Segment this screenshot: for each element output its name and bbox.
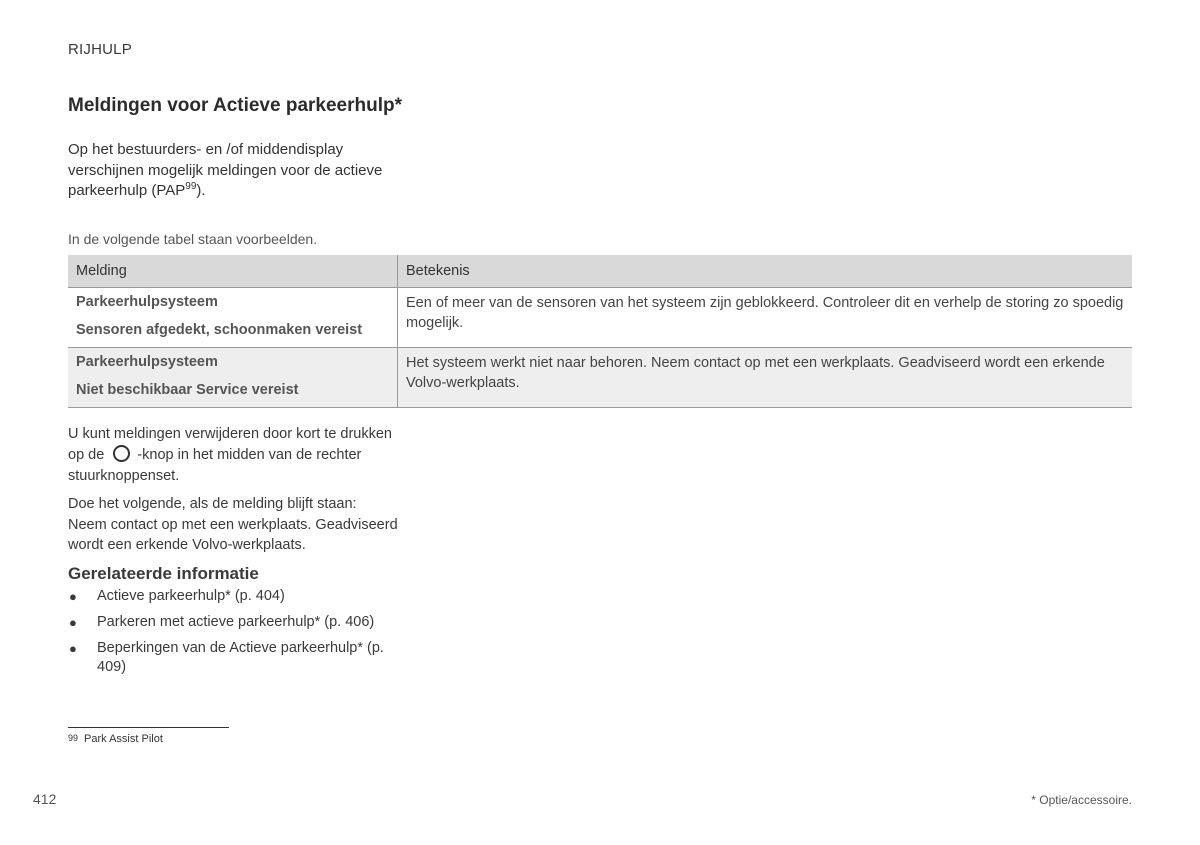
footnote-divider: [68, 727, 229, 728]
related-info-heading: Gerelateerde informatie: [68, 564, 259, 583]
message-detail: Sensoren afgedekt, schoonmaken vereist: [76, 322, 363, 338]
header-melding: Melding: [68, 255, 398, 288]
related-link[interactable]: [68, 613, 398, 632]
message-title: Parkeerhulpsysteem: [76, 354, 218, 370]
meaning-text: Een of meer van de sensoren van het systeem zijn geblokkeerd. Controleer dit en verhelp de storing zo spoedig mogelijk.: [406, 295, 1124, 331]
page-number: 412: [33, 791, 57, 807]
bullet-icon: ●: [69, 615, 77, 630]
table-caption: In de volgende tabel staan voorbeelden.: [68, 231, 318, 247]
messages-table: [68, 255, 1132, 408]
message-title: Parkeerhulpsysteem: [76, 294, 218, 310]
meaning-cell: [398, 288, 1133, 348]
related-link-text[interactable]: Parkeren met actieve parkeerhulp* (p. 406): [97, 614, 375, 630]
table-header-row: [68, 255, 1132, 288]
meaning-text: Het systeem werkt niet naar behoren. Neem contact op met een werkplaats. Geadviseerd wordt een erkende Volvo-werkplaats.: [406, 355, 1105, 391]
bullet-icon: ●: [69, 641, 77, 656]
intro-paragraph: [68, 140, 403, 202]
meaning-cell: [398, 348, 1133, 408]
dismiss-text-start: U kunt meldingen verwijderen door kort te drukken op de: [68, 426, 392, 463]
footnote-text: Park Assist Pilot: [84, 733, 163, 745]
related-info-list: [68, 587, 398, 684]
dismiss-instructions: [68, 424, 398, 487]
table-row: [68, 288, 1132, 348]
message-cell: [68, 348, 398, 408]
message-cell: [68, 288, 398, 348]
persist-instructions: Doe het volgende, als de melding blijft staan: Neem contact op met een werkplaats. Geadviseerd wordt een erkende Volvo-werkplaats.: [68, 496, 398, 553]
intro-text-end: ).: [196, 182, 206, 199]
footnote-reference[interactable]: 99: [185, 181, 197, 192]
related-link-text[interactable]: Actieve parkeerhulp* (p. 404): [97, 588, 285, 604]
message-detail: Niet beschikbaar Service vereist: [76, 382, 299, 398]
header-betekenis: Betekenis: [398, 255, 1133, 288]
related-link[interactable]: [68, 587, 398, 606]
dismiss-text-end: -knop in het midden van de rechter stuurknoppenset.: [68, 447, 362, 484]
footnote: [68, 733, 163, 745]
page-title: Meldingen voor Actieve parkeerhulp*: [68, 95, 402, 116]
intro-text: Op het bestuurders- en /of middendisplay verschijnen mogelijk meldingen voor de actieve parkeerhulp (PAP: [68, 141, 383, 199]
table-row: [68, 348, 1132, 408]
circle-knob-icon: [113, 445, 130, 462]
related-link[interactable]: [68, 639, 398, 677]
footnote-number: 99: [68, 733, 79, 743]
option-note: * Optie/accessoire.: [1031, 793, 1132, 807]
bullet-icon: ●: [69, 589, 77, 604]
section-label: RIJHULP: [68, 41, 132, 58]
related-link-text[interactable]: Beperkingen van de Actieve parkeerhulp* (p. 409): [97, 640, 384, 675]
